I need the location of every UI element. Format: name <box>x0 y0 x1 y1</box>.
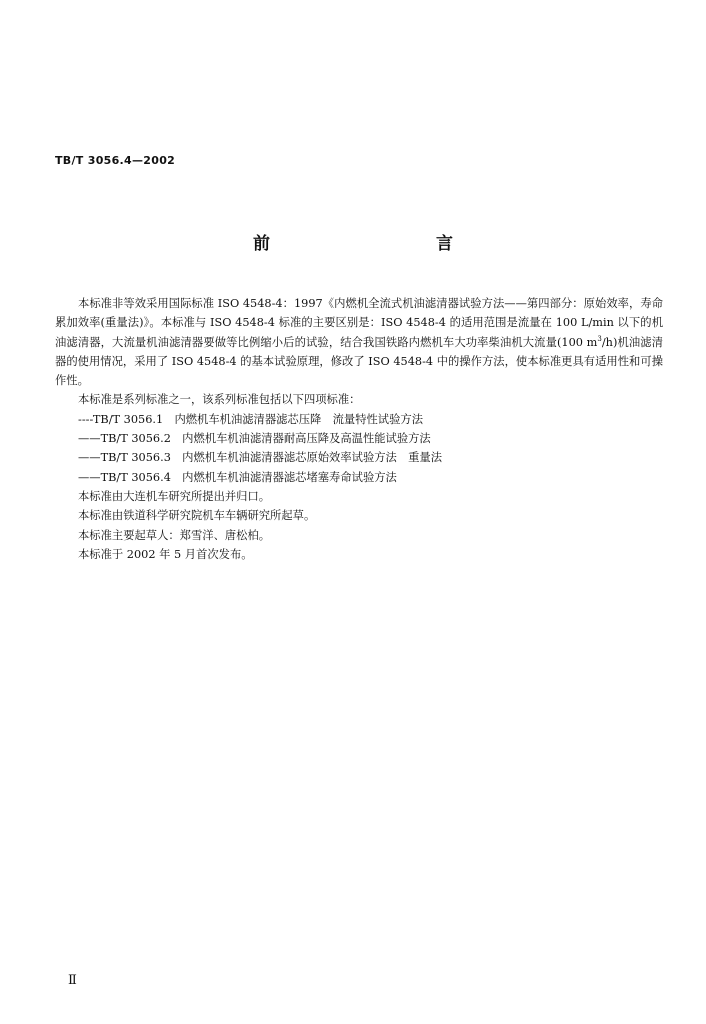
intro-text-part2: /h)机油滤清器的使用情况，采用了 ISO 4548-4 的基本试验原理，修改了 ISO 4548-4 中的操作方法，使本标准更具有适用性和可操作性。 <box>55 335 664 388</box>
proposer-paragraph: 本标准由大连机车研究所提出并归口。 <box>78 489 271 503</box>
superscript-exponent: 3 <box>597 334 602 343</box>
standard-code-header: TB/T 3056.4—2002 <box>55 154 176 167</box>
series-standards-list <box>55 410 663 487</box>
intro-paragraph <box>55 294 663 390</box>
page-number: Ⅱ <box>68 973 77 988</box>
drafters-paragraph: 本标准主要起草人：郑雪洋、唐松柏。 <box>78 528 271 542</box>
document-body <box>55 294 663 564</box>
list-item: ----TB/T 3056.1 内燃机车机油滤清器滤芯压降 流量特性试验方法 <box>78 412 423 426</box>
drafter-org-paragraph: 本标准由铁道科学研究院机车车辆研究所起草。 <box>78 509 316 523</box>
release-paragraph: 本标准于 2002 年 5 月首次发布。 <box>78 547 253 561</box>
series-intro-paragraph: 本标准是系列标准之一，该系列标准包括以下四项标准： <box>78 393 361 407</box>
page-title: 前 言 <box>253 234 497 254</box>
list-item: ——TB/T 3056.4 内燃机车机油滤清器滤芯堵塞寿命试验方法 <box>78 470 397 484</box>
list-item: ——TB/T 3056.2 内燃机车机油滤清器耐高压降及高温性能试验方法 <box>78 432 431 446</box>
list-item: ——TB/T 3056.3 内燃机车机油滤清器滤芯原始效率试验方法 重量法 <box>78 451 443 465</box>
intro-text-part1: 本标准非等效采用国际标准 ISO 4548-4：1997《内燃机全流式机油滤清器试验方法——第四部分：原始效率，寿命累加效率(重量法)》。本标准与 ISO 4548-4 标准的主要区别是：ISO 4548-4 的适用范围是流量在 100 L/min 以下的机油滤清器，大流量机油滤清器要做等比例缩小后的试验，结合我国铁路内燃机车大功率柴油机大流量(100 m <box>55 297 663 349</box>
